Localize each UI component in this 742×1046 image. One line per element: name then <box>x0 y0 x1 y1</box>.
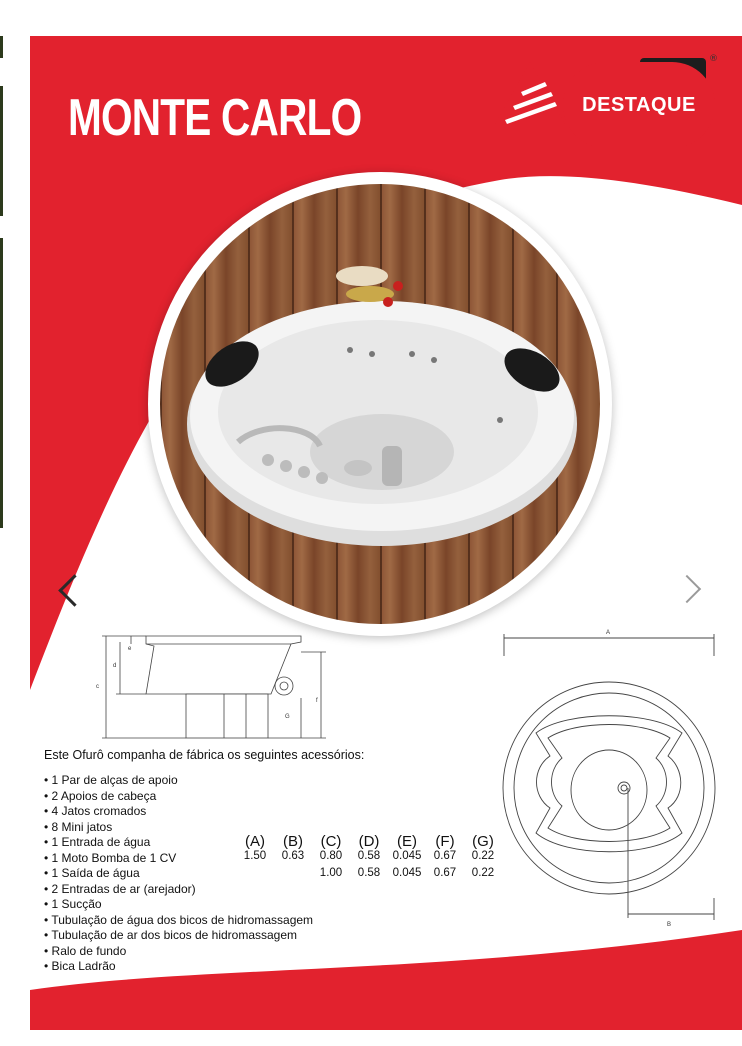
accessories-intro: Este Ofurô companha de fábrica os seguintes acessórios: <box>44 748 365 762</box>
list-item: • Tubulação de ar dos bicos de hidromassagem <box>44 928 298 942</box>
dimension-value: 0.22 <box>471 850 495 862</box>
dimension-value: 0.22 <box>471 867 495 879</box>
dimension-header: (F) <box>435 833 455 850</box>
destaque-badge: DESTAQUE <box>563 62 715 148</box>
dimension-header: (D) <box>358 833 380 850</box>
list-item: • 8 Mini jatos <box>44 819 113 834</box>
label-c: c <box>96 684 99 690</box>
dimension-header: (C) <box>320 833 342 850</box>
dimension-value: 0.58 <box>357 850 381 862</box>
edge-strip <box>0 86 3 216</box>
dimension-value: 0.67 <box>433 867 457 879</box>
label-g: G <box>285 714 290 720</box>
list-item: • Bica Ladrão <box>44 959 116 973</box>
dimensions-row <box>236 850 502 867</box>
dimension-header: (G) <box>472 833 494 850</box>
edge-strip <box>0 238 3 528</box>
side-view-diagram <box>96 632 336 744</box>
dimension-value: 0.63 <box>281 850 305 862</box>
edge-strip <box>0 36 3 58</box>
label-b: B <box>667 922 672 928</box>
dimensions-table <box>236 833 502 884</box>
label-f: f <box>316 698 318 704</box>
product-title: MONTE CARLO <box>68 89 362 147</box>
dimension-value <box>274 867 312 884</box>
dimension-value: 0.80 <box>319 850 343 862</box>
list-item: • 1 Entrada de água <box>44 835 151 849</box>
list-item: • Ralo de fundo <box>44 943 127 958</box>
top-view-diagram <box>496 628 724 928</box>
registered-mark: ® <box>709 54 718 64</box>
dimension-value: 0.045 <box>392 867 422 879</box>
label-e: e <box>128 646 132 652</box>
bathtub-image <box>160 184 600 624</box>
product-photo <box>160 184 600 624</box>
dimension-header: (A) <box>245 833 265 850</box>
brand-logo-icon <box>495 62 565 124</box>
dimension-value: 1.50 <box>243 850 267 862</box>
dimension-value: 0.58 <box>357 867 381 879</box>
list-item: • 1 Moto Bomba de 1 CV <box>44 850 177 865</box>
list-item: • Tubulação de água dos bicos de hidromassagem <box>44 912 314 927</box>
list-item: • 2 Apoios de cabeça <box>44 788 157 803</box>
dimension-value <box>236 867 274 884</box>
dimension-header: (B) <box>283 833 303 850</box>
dimension-value: 1.00 <box>319 867 343 879</box>
dimension-header: (E) <box>397 833 417 850</box>
dimensions-header-row <box>236 833 502 850</box>
dimension-value: 0.045 <box>392 850 422 862</box>
list-item: • 2 Entradas de ar (arejador) <box>44 881 196 896</box>
label-a: A <box>606 630 611 636</box>
list-item: • 1 Par de alças de apoio <box>44 773 178 787</box>
list-item: • 1 Saída de água <box>44 866 140 880</box>
dimensions-row <box>236 867 502 884</box>
list-item: • 4 Jatos cromados <box>44 804 147 818</box>
list-item: • 1 Sucção <box>44 897 102 911</box>
dimension-value: 0.67 <box>433 850 457 862</box>
label-d: d <box>113 663 117 669</box>
